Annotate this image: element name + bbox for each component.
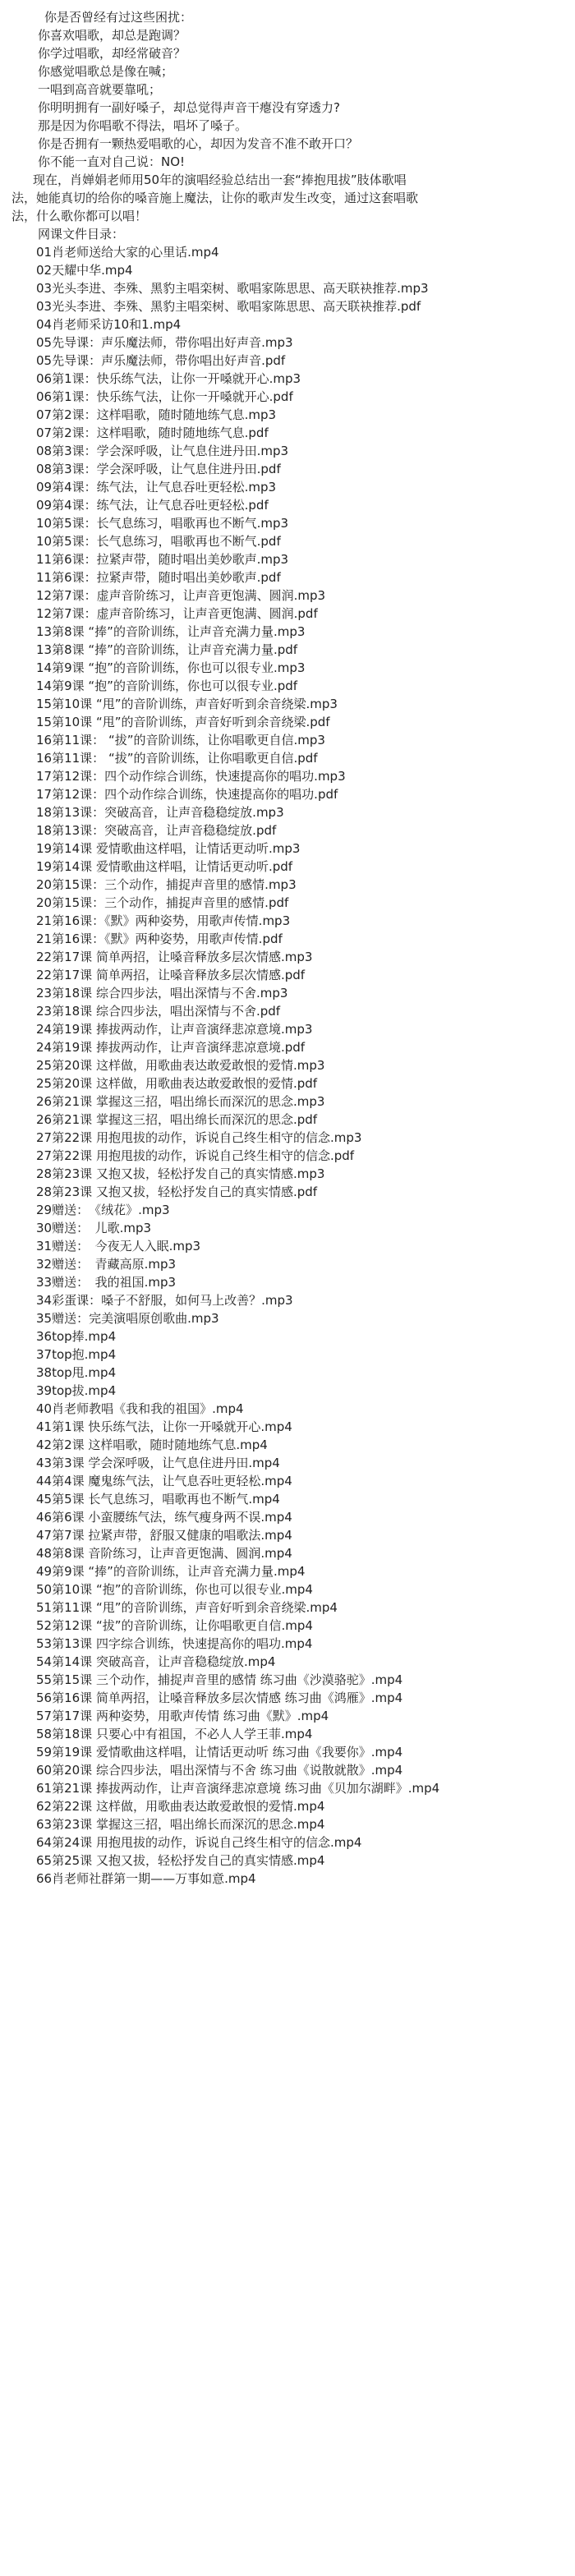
file-list-item: 66肖老师社群第一期——万事如意.mp4 bbox=[36, 1871, 256, 1886]
file-list-item: 10第5课：长气息练习，唱歌再也不断气.mp3 bbox=[36, 516, 289, 531]
file-list-item: 53第13课 四字综合训练，快速提高你的唱功.mp4 bbox=[36, 1636, 313, 1651]
file-list-item: 31赠送： 今夜无人入眠.mp3 bbox=[36, 1239, 201, 1254]
file-list-item: 42第2课 这样唱歌，随时随地练气息.mp4 bbox=[36, 1438, 268, 1452]
file-list-item: 02天耀中华.mp4 bbox=[36, 263, 133, 278]
file-list-item: 25第20课 这样做，用歌曲表达敢爱敢恨的爱情.mp3 bbox=[36, 1058, 325, 1073]
file-list-item: 58第18课 只要心中有祖国，不必人人学王菲.mp4 bbox=[36, 1727, 313, 1741]
file-list-item: 65第25课 又抱又拔，轻松抒发自己的真实情感.mp4 bbox=[36, 1853, 325, 1868]
file-list-item: 21第16课：《默》两种姿势，用歌声传情.mp3 bbox=[36, 913, 291, 928]
file-list-item: 04肖老师采访10和1.mp4 bbox=[36, 317, 182, 332]
file-list-item: 55第15课 三个动作，捕捉声音里的感情 练习曲《沙漠骆驼》.mp4 bbox=[36, 1672, 403, 1687]
file-list-item: 54第14课 突破高音，让声音稳稳绽放.mp4 bbox=[36, 1654, 276, 1669]
file-list-item: 49第9课 “捧”的音阶训练，让声音充满力量.mp4 bbox=[36, 1564, 306, 1579]
file-list-item: 06第1课：快乐练气法，让你一开嗓就开心.mp3 bbox=[36, 371, 301, 386]
file-list-item: 32赠送： 青藏高原.mp3 bbox=[36, 1257, 177, 1272]
intro-line: 你感觉唱歌总是像在喊； bbox=[38, 64, 174, 79]
file-list-item: 27第22课 用抱甩拔的动作，诉说自己终生相守的信念.pdf bbox=[36, 1148, 355, 1163]
file-list-item: 14第9课 “抱”的音阶训练，你也可以很专业.pdf bbox=[36, 678, 298, 693]
file-list-title: 网课文件目录： bbox=[38, 227, 125, 242]
file-list-item: 17第12课：四个动作综合训练，快速提高你的唱功.mp3 bbox=[36, 769, 346, 784]
file-list-item: 52第12课 “拔”的音阶训练，让你唱歌更自信.mp4 bbox=[36, 1618, 313, 1633]
file-list-item: 20第15课：三个动作，捕捉声音里的感情.pdf bbox=[36, 895, 289, 910]
file-list-item: 01肖老师送给大家的心里话.mp4 bbox=[36, 245, 219, 260]
file-list-item: 36top捧.mp4 bbox=[36, 1329, 117, 1344]
file-list-item: 22第17课 简单两招，让嗓音释放多层次情感.pdf bbox=[36, 968, 306, 982]
file-list-item: 03光头李进、李殊、黑豹主唱栾树、歌唱家陈思思、高天联袂推荐.pdf bbox=[36, 299, 421, 314]
file-list-item: 12第7课：虚声音阶练习，让声音更饱满、圆润.pdf bbox=[36, 606, 318, 621]
file-list-item: 22第17课 简单两招，让嗓音释放多层次情感.mp3 bbox=[36, 950, 313, 964]
file-list-item: 08第3课：学会深呼吸，让气息住进丹田.pdf bbox=[36, 462, 281, 476]
file-list-item: 39top拔.mp4 bbox=[36, 1383, 117, 1398]
intro-line: 你学过唱歌，却经常破音？ bbox=[38, 46, 186, 61]
file-list-item: 16第11课： “拔”的音阶训练，让你唱歌更自信.pdf bbox=[36, 751, 318, 766]
file-list-item: 08第3课：学会深呼吸，让气息住进丹田.mp3 bbox=[36, 444, 289, 458]
file-list-item: 09第4课：练气法，让气息吞吐更轻松.pdf bbox=[36, 498, 269, 513]
file-list-item: 24第19课 捧拔两动作，让声音演绎悲凉意境.pdf bbox=[36, 1040, 306, 1055]
file-list-item: 28第23课 又抱又拔，轻松抒发自己的真实情感.mp3 bbox=[36, 1166, 325, 1181]
file-list-item: 64第24课 用抱甩拔的动作，诉说自己终生相守的信念.mp4 bbox=[36, 1835, 362, 1850]
file-list-item: 63第23课 掌握这三招，唱出绵长而深沉的思念.mp4 bbox=[36, 1817, 325, 1832]
file-list-item: 15第10课 “甩”的音阶训练，声音好听到余音绕梁.pdf bbox=[36, 715, 330, 729]
intro-line: 那是因为你唱歌不得法，唱坏了嗓子。 bbox=[38, 118, 248, 133]
file-list-item: 21第16课：《默》两种姿势，用歌声传情.pdf bbox=[36, 932, 283, 946]
file-list bbox=[12, 243, 564, 1888]
file-list-item: 05先导课：声乐魔法师，带你唱出好声音.mp3 bbox=[36, 335, 293, 350]
file-list-item: 34彩蛋课：嗓子不舒服，如何马上改善？.mp3 bbox=[36, 1293, 293, 1308]
file-list-item: 11第6课：拉紧声带，随时唱出美妙歌声.pdf bbox=[36, 570, 281, 585]
file-list-item: 57第17课 两种姿势，用歌声传情 练习曲《默》.mp4 bbox=[36, 1709, 329, 1723]
file-list-item: 03光头李进、李殊、黑豹主唱栾树、歌唱家陈思思、高天联袂推荐.mp3 bbox=[36, 281, 429, 296]
file-list-item: 06第1课：快乐练气法，让你一开嗓就开心.pdf bbox=[36, 389, 293, 404]
paragraph-line: 法，什么歌你都可以唱！ bbox=[12, 209, 148, 223]
file-list-item: 07第2课：这样唱歌，随时随地练气息.mp3 bbox=[36, 407, 277, 422]
intro-line: 你喜欢唱歌，却总是跑调？ bbox=[38, 28, 186, 43]
file-list-item: 05先导课：声乐魔法师，带你唱出好声音.pdf bbox=[36, 353, 286, 368]
file-list-item: 28第23课 又抱又拔，轻松抒发自己的真实情感.pdf bbox=[36, 1184, 318, 1199]
file-list-item: 43第3课 学会深呼吸，让气息住进丹田.mp4 bbox=[36, 1456, 280, 1470]
intro-line: 你不能一直对自己说：NO! bbox=[38, 154, 186, 169]
intro-lines bbox=[12, 8, 564, 171]
intro-paragraph bbox=[12, 171, 564, 225]
paragraph-line: 现在，肖婵娟老师用50年的演唱经验总结出一套“捧抱甩拔”肢体歌唱 bbox=[33, 172, 407, 187]
file-list-item: 19第14课 爱情歌曲这样唱，让情话更动听.mp3 bbox=[36, 841, 301, 856]
file-list-item: 35赠送：完美演唱原创歌曲.mp3 bbox=[36, 1311, 219, 1326]
intro-line: 你明明拥有一副好嗓子，却总觉得声音干瘪没有穿透力? bbox=[38, 100, 340, 115]
file-list-item: 45第5课 长气息练习，唱歌再也不断气.mp4 bbox=[36, 1492, 280, 1506]
file-list-item: 14第9课 “抱”的音阶训练，你也可以很专业.mp3 bbox=[36, 660, 306, 675]
file-list-item: 13第8课 “捧”的音阶训练，让声音充满力量.mp3 bbox=[36, 624, 306, 639]
file-list-item: 25第20课 这样做，用歌曲表达敢爱敢恨的爱情.pdf bbox=[36, 1076, 318, 1091]
file-list-item: 46第6课 小蛮腰练气法，练气瘦身两不误.mp4 bbox=[36, 1510, 292, 1525]
file-list-item: 19第14课 爱情歌曲这样唱，让情话更动听.pdf bbox=[36, 859, 293, 874]
file-list-item: 48第8课 音阶练习，让声音更饱满、圆润.mp4 bbox=[36, 1546, 292, 1561]
file-list-item: 44第4课 魔鬼练气法，让气息吞吐更轻松.mp4 bbox=[36, 1474, 292, 1488]
file-list-item: 13第8课 “捧”的音阶训练，让声音充满力量.pdf bbox=[36, 642, 298, 657]
file-list-item: 30赠送： 儿歌.mp3 bbox=[36, 1221, 152, 1235]
file-list-item: 23第18课 综合四步法，唱出深情与不舍.pdf bbox=[36, 1004, 281, 1019]
file-list-item: 56第16课 简单两招，让嗓音释放多层次情感 练习曲《鸿雁》.mp4 bbox=[36, 1690, 403, 1705]
intro-line: 一唱到高音就要靠吼； bbox=[38, 82, 162, 97]
file-list-item: 47第7课 拉紧声带，舒服又健康的唱歌法.mp4 bbox=[36, 1528, 292, 1543]
file-list-item: 50第10课 “抱”的音阶训练，你也可以很专业.mp4 bbox=[36, 1582, 313, 1597]
file-list-item: 10第5课：长气息练习，唱歌再也不断气.pdf bbox=[36, 534, 281, 549]
file-list-item: 23第18课 综合四步法，唱出深情与不舍.mp3 bbox=[36, 986, 288, 1000]
file-list-item: 29赠送： 《绒花》.mp3 bbox=[36, 1203, 170, 1217]
file-list-item: 33赠送： 我的祖国.mp3 bbox=[36, 1275, 177, 1290]
file-list-item: 26第21课 掌握这三招，唱出绵长而深沉的思念.pdf bbox=[36, 1112, 318, 1127]
paragraph-line: 法，她能真切的给你的嗓音施上魔法，让你的歌声发生改变，通过这套唱歌 bbox=[12, 191, 419, 205]
file-list-item: 07第2课：这样唱歌，随时随地练气息.pdf bbox=[36, 426, 269, 440]
file-list-item: 37top抱.mp4 bbox=[36, 1347, 117, 1362]
file-list-item: 38top甩.mp4 bbox=[36, 1365, 117, 1380]
file-list-item: 60第20课 综合四步法，唱出深情与不舍 练习曲《说散就散》.mp4 bbox=[36, 1763, 403, 1778]
file-list-item: 24第19课 捧拔两动作，让声音演绎悲凉意境.mp3 bbox=[36, 1022, 313, 1037]
file-list-item: 11第6课：拉紧声带，随时唱出美妙歌声.mp3 bbox=[36, 552, 289, 567]
file-list-item: 26第21课 掌握这三招，唱出绵长而深沉的思念.mp3 bbox=[36, 1094, 325, 1109]
file-list-item: 40肖老师教唱《我和我的祖国》.mp4 bbox=[36, 1401, 244, 1416]
file-list-item: 09第4课：练气法，让气息吞吐更轻松.mp3 bbox=[36, 480, 277, 494]
file-list-item: 12第7课：虚声音阶练习，让声音更饱满、圆润.mp3 bbox=[36, 588, 326, 603]
intro-line: 你是否曾经有过这些困扰： bbox=[44, 10, 193, 25]
file-list-item: 17第12课：四个动作综合训练，快速提高你的唱功.pdf bbox=[36, 787, 338, 802]
file-list-item: 61第21课 捧拔两动作，让声音演绎悲凉意境 练习曲《贝加尔湖畔》.mp4 bbox=[36, 1781, 440, 1796]
file-list-item: 41第1课 快乐练气法，让你一开嗓就开心.mp4 bbox=[36, 1419, 292, 1434]
file-list-item: 18第13课：突破高音，让声音稳稳绽放.pdf bbox=[36, 823, 277, 838]
file-list-item: 62第22课 这样做，用歌曲表达敢爱敢恨的爱情.mp4 bbox=[36, 1799, 325, 1814]
file-list-item: 18第13课：突破高音，让声音稳稳绽放.mp3 bbox=[36, 805, 284, 820]
file-list-item: 59第19课 爱情歌曲这样唱，让情话更动听 练习曲《我要你》.mp4 bbox=[36, 1745, 403, 1760]
file-list-item: 51第11课 “甩”的音阶训练，声音好听到余音绕梁.mp4 bbox=[36, 1600, 338, 1615]
file-list-item: 15第10课 “甩”的音阶训练，声音好听到余音绕梁.mp3 bbox=[36, 697, 338, 711]
intro-line: 你是否拥有一颗热爱唱歌的心，却因为发音不准不敢开口？ bbox=[38, 136, 359, 151]
file-list-item: 20第15课：三个动作，捕捉声音里的感情.mp3 bbox=[36, 877, 297, 892]
file-list-item: 16第11课： “拔”的音阶训练，让你唱歌更自信.mp3 bbox=[36, 733, 325, 748]
file-list-item: 27第22课 用抱甩拔的动作，诉说自己终生相守的信念.mp3 bbox=[36, 1130, 362, 1145]
